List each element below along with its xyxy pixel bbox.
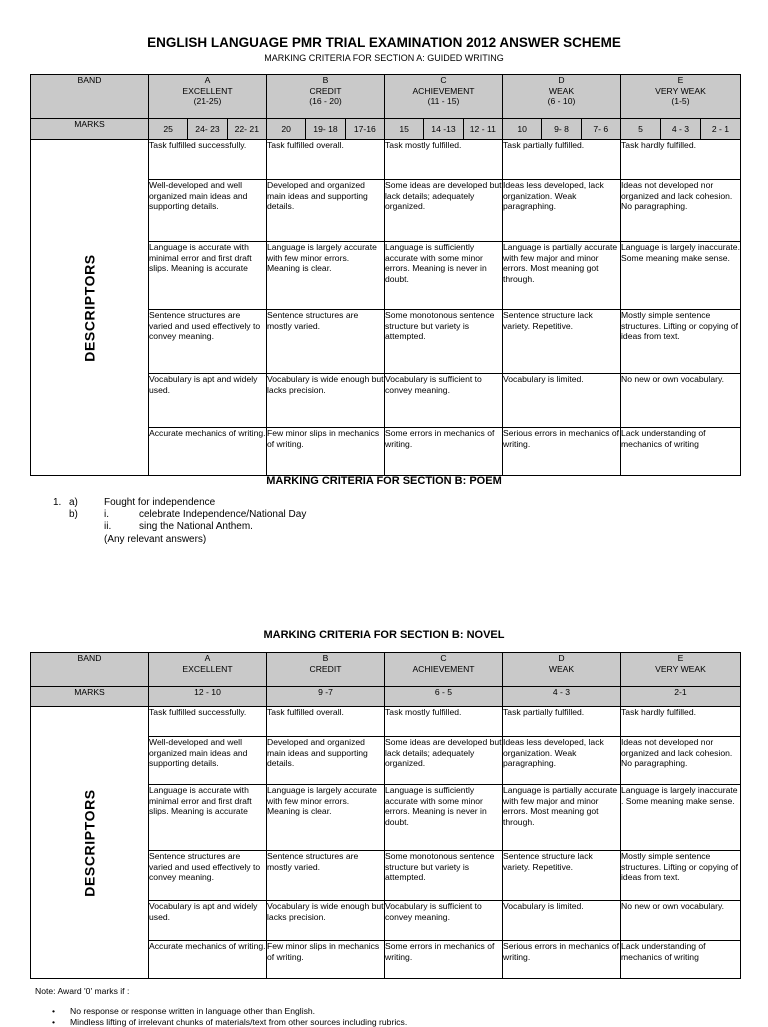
band-c-header [385, 653, 503, 687]
document-title: ENGLISH LANGUAGE PMR TRIAL EXAMINATION 2012 ANSWER SCHEME [147, 35, 621, 50]
novel-table [30, 652, 741, 979]
band-c-header [385, 75, 503, 119]
descriptor-cell: Language is largely inaccurate. Some meaning make sense. [621, 242, 741, 310]
band-b-marks: 9 -7 [267, 687, 385, 707]
descriptor-cell: Well-developed and well organized main ideas and supporting details. [149, 180, 267, 242]
band-a-header [149, 75, 267, 119]
band-d-header [503, 653, 621, 687]
answer-a-text: Fought for independence [104, 497, 216, 508]
descriptor-cell: Language is accurate with minimal error and first draft slips. Meaning is accurate [149, 785, 267, 851]
descriptor-cell: Serious errors in mechanics of writing. [503, 941, 621, 979]
bullet-icon: • [52, 1017, 56, 1027]
bullet-icon: • [52, 1006, 56, 1016]
descriptor-cell: Ideas less developed, lack organization. Weak paragraphing. [503, 180, 621, 242]
descriptor-cell: Language is sufficiently accurate with some minor errors. Meaning is never in doubt. [385, 242, 503, 310]
descriptor-cell: Developed and organized main ideas and supporting details. [267, 737, 385, 785]
descriptor-cell: Task mostly fulfilled. [385, 140, 503, 180]
descriptor-cell: Serious errors in mechanics of writing. [503, 428, 621, 476]
mark-value: 5 [638, 124, 643, 134]
band-name: EXCELLENT [182, 663, 233, 674]
band-range: (21-25) [193, 96, 222, 107]
marks-label-cell [31, 687, 149, 707]
descriptor-cell: Ideas not developed nor organized and lack cohesion. No paragraphing. [621, 737, 741, 785]
mark-value: 12 - 11 [463, 119, 502, 139]
descriptor-cell: Task fulfilled overall. [267, 140, 385, 180]
band-range: (16 - 20) [309, 96, 342, 107]
descriptor-cell: Language is accurate with minimal error and first draft slips. Meaning is accurate [149, 242, 267, 310]
descriptor-cell: Few minor slips in mechanics of writing. [267, 941, 385, 979]
descriptor-cell: Task fulfilled successfully. [149, 140, 267, 180]
novel-heading: MARKING CRITERIA FOR SECTION B: NOVEL [263, 629, 505, 641]
band-letter: A [204, 75, 211, 85]
descriptor-cell: Language is largely accurate with few minor errors. Meaning is clear. [267, 785, 385, 851]
answer-a-label: a) [69, 497, 78, 508]
descriptor-cell: Ideas less developed, lack organization. Weak paragraphing. [503, 737, 621, 785]
descriptor-cell: Language is largely accurate with few minor errors. Meaning is clear. [267, 242, 385, 310]
band-b-marks [267, 119, 385, 140]
question-number: 1. [53, 497, 62, 508]
descriptor-cell: Sentence structures are varied and used effectively to convey meaning. [149, 851, 267, 901]
descriptor-cell: Mostly simple sentence structures. Lifting or copying of ideas from text. [621, 851, 741, 901]
band-b-header [267, 75, 385, 119]
descriptor-cell: Language is largely inaccurate . Some meaning make sense. [621, 785, 741, 851]
band-letter: C [440, 75, 447, 85]
descriptor-cell: Sentence structure lack variety. Repetitive. [503, 310, 621, 374]
descriptor-cell: Some monotonous sentence structure but variety is attempted. [385, 310, 503, 374]
band-e-marks [621, 119, 741, 140]
descriptors-label: DESCRIPTORS [81, 788, 98, 897]
descriptor-cell: Task fulfilled overall. [267, 707, 385, 737]
mark-value: 22- 21 [227, 119, 266, 139]
mark-value: 10 [517, 124, 527, 134]
mark-value: 17-16 [345, 119, 384, 139]
band-name: EXCELLENT [182, 85, 233, 96]
band-d-marks: 4 - 3 [503, 687, 621, 707]
band-letter: D [558, 75, 565, 85]
descriptor-cell: Well-developed and well organized main ideas and supporting details. [149, 737, 267, 785]
band-letter: B [322, 75, 329, 85]
band-c-marks: 6 - 5 [385, 687, 503, 707]
band-name: CREDIT [309, 85, 342, 96]
mark-value: 25 [163, 124, 173, 134]
mark-value: 19- 18 [305, 119, 344, 139]
descriptor-cell: Lack understanding of mechanics of writing [621, 428, 741, 476]
descriptor-cell: Some errors in mechanics of writing. [385, 428, 503, 476]
band-letter: E [677, 75, 684, 85]
band-a-marks [149, 119, 267, 140]
descriptor-cell: Some ideas are developed but lack details; adequately organized. [385, 737, 503, 785]
band-name: ACHIEVEMENT [412, 663, 475, 674]
descriptor-cell: Lack understanding of mechanics of writing [621, 941, 741, 979]
mark-value: 14 -13 [423, 119, 462, 139]
descriptor-cell: Developed and organized main ideas and supporting details. [267, 180, 385, 242]
mark-value: 20 [281, 124, 291, 134]
answer-b2-text: sing the National Anthem. [139, 521, 253, 532]
answer-b1-label: i. [104, 509, 109, 520]
band-name: CREDIT [309, 663, 342, 674]
descriptor-cell: Some monotonous sentence structure but variety is attempted. [385, 851, 503, 901]
mark-value: 2 - 1 [700, 119, 740, 139]
band-label-cell [31, 653, 149, 687]
band-name: WEAK [548, 85, 575, 96]
descriptor-cell: Task partially fulfilled. [503, 140, 621, 180]
descriptor-cell: Vocabulary is apt and widely used. [149, 901, 267, 941]
band-letter: E [677, 653, 684, 663]
band-d-header [503, 75, 621, 119]
band-label-cell [31, 75, 149, 119]
descriptors-label-cell [31, 140, 149, 476]
band-range: (11 - 15) [427, 96, 460, 107]
section-a-subtitle: MARKING CRITERIA FOR SECTION A: GUIDED WRITING [264, 53, 504, 63]
descriptor-cell: Language is partially accurate with few major and minor errors. Most meaning got through. [503, 785, 621, 851]
band-a-header [149, 653, 267, 687]
descriptor-cell: Accurate mechanics of writing. [149, 941, 267, 979]
descriptor-cell: Task hardly fulfilled. [621, 707, 741, 737]
any-relevant-note: (Any relevant answers) [104, 534, 207, 545]
band-name: WEAK [548, 663, 575, 674]
descriptor-cell: Vocabulary is apt and widely used. [149, 374, 267, 428]
answer-b2-label: ii. [104, 521, 112, 532]
descriptor-cell: Sentence structures are mostly varied. [267, 851, 385, 901]
section-a-table [30, 74, 741, 476]
band-letter: C [440, 653, 447, 663]
marks-label-cell [31, 119, 149, 140]
descriptor-cell: Language is partially accurate with few major and minor errors. Most meaning got through. [503, 242, 621, 310]
band-b-header [267, 653, 385, 687]
band-d-marks [503, 119, 621, 140]
descriptor-cell: Few minor slips in mechanics of writing. [267, 428, 385, 476]
band-e-header [621, 75, 741, 119]
band-a-marks: 12 - 10 [149, 687, 267, 707]
band-range: (6 - 10) [547, 96, 576, 107]
descriptor-cell: Task fulfilled successfully. [149, 707, 267, 737]
band-letter: D [558, 653, 565, 663]
band-letter: A [204, 653, 211, 663]
band-c-marks [385, 119, 503, 140]
descriptor-cell: Ideas not developed nor organized and lack cohesion. No paragraphing. [621, 180, 741, 242]
descriptor-cell: Vocabulary is sufficient to convey meaning. [385, 374, 503, 428]
descriptor-cell: No new or own vocabulary. [621, 901, 741, 941]
answer-b1-text: celebrate Independence/National Day [139, 509, 307, 520]
mark-value: 15 [399, 124, 409, 134]
mark-value: 24- 23 [187, 119, 226, 139]
descriptor-cell: Vocabulary is limited. [503, 901, 621, 941]
descriptor-cell: Language is sufficiently accurate with some minor errors. Meaning is never in doubt. [385, 785, 503, 851]
descriptor-cell: Task partially fulfilled. [503, 707, 621, 737]
answer-b-label: b) [69, 509, 78, 520]
descriptor-cell: Mostly simple sentence structures. Lifting or copying of ideas from text. [621, 310, 741, 374]
descriptor-cell: Some errors in mechanics of writing. [385, 941, 503, 979]
note-item: Mindless lifting of irrelevant chunks of materials/text from other sources including rubrics. [70, 1017, 408, 1027]
band-name: VERY WEAK [655, 85, 706, 96]
band-label: BAND [77, 75, 102, 85]
descriptor-cell: Vocabulary is sufficient to convey meaning. [385, 901, 503, 941]
mark-value: 4 - 3 [660, 119, 700, 139]
band-range: (1-5) [671, 96, 690, 107]
marks-label: MARKS [74, 687, 105, 697]
descriptor-cell: No new or own vocabulary. [621, 374, 741, 428]
marks-label: MARKS [74, 119, 105, 129]
band-e-header [621, 653, 741, 687]
descriptor-cell: Some ideas are developed but lack details; adequately organized. [385, 180, 503, 242]
band-e-marks: 2-1 [621, 687, 741, 707]
poem-heading: MARKING CRITERIA FOR SECTION B: POEM [266, 475, 502, 487]
mark-value: 7- 6 [581, 119, 620, 139]
descriptor-cell: Vocabulary is limited. [503, 374, 621, 428]
band-letter: B [322, 653, 329, 663]
descriptor-cell: Sentence structure lack variety. Repetitive. [503, 851, 621, 901]
descriptor-cell: Vocabulary is wide enough but lacks precision. [267, 374, 385, 428]
descriptors-label: DESCRIPTORS [81, 253, 98, 362]
descriptor-cell: Sentence structures are varied and used effectively to convey meaning. [149, 310, 267, 374]
descriptor-cell: Vocabulary is wide enough but lacks precision. [267, 901, 385, 941]
descriptors-label-cell [31, 707, 149, 979]
descriptor-cell: Task mostly fulfilled. [385, 707, 503, 737]
band-name: VERY WEAK [655, 663, 706, 674]
descriptor-cell: Sentence structures are mostly varied. [267, 310, 385, 374]
descriptor-cell: Accurate mechanics of writing. [149, 428, 267, 476]
descriptor-cell: Task hardly fulfilled. [621, 140, 741, 180]
mark-value: 9- 8 [541, 119, 580, 139]
note-item: No response or response written in language other than English. [70, 1006, 316, 1016]
band-name: ACHIEVEMENT [412, 85, 475, 96]
band-label: BAND [77, 653, 102, 663]
note-title: Note: Award '0' marks if : [35, 986, 130, 996]
